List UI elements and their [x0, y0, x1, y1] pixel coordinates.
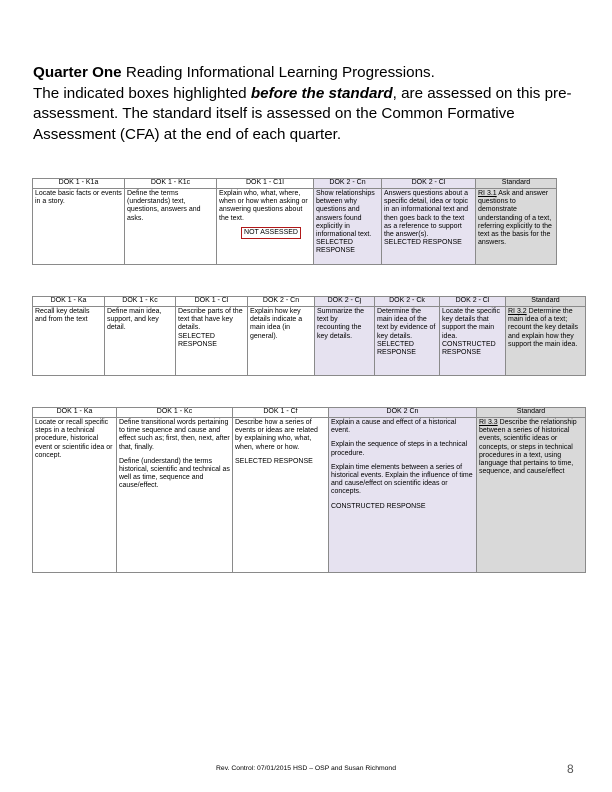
- progression-table-3: [32, 407, 586, 573]
- table-header-row: [33, 408, 586, 418]
- column-header: DOK 2 - Ck: [375, 297, 440, 307]
- intro-title: Quarter One Reading Informational Learning Progressions.: [33, 64, 435, 81]
- table-header-row: [33, 297, 586, 307]
- column-header: DOK 1 - C1I: [217, 179, 314, 189]
- progression-table-2: [32, 296, 586, 376]
- page-number: 8: [567, 762, 574, 776]
- column-header: DOK 2 - Cl: [440, 297, 506, 307]
- response-type: SELECTED RESPONSE: [316, 239, 355, 255]
- column-header: Standard: [477, 408, 586, 418]
- standard-code: RI 3.2: [508, 308, 527, 315]
- table-cell: Explain who, what, where, when or how when asking or answering questions about the text. NOT ASSESSED: [217, 189, 314, 265]
- table-cell: Answers questions about a specific detail, idea or topic in an informational text and then goes back to the text as a reference to support the answer(s). SELECTED RESPONSE: [382, 189, 476, 265]
- column-header: DOK 2 - Cj: [315, 297, 375, 307]
- response-type: SELECTED RESPONSE: [235, 457, 313, 465]
- table-cell: Define the terms (understands) text, questions, answers and asks.: [125, 189, 217, 265]
- table-cell: Define transitional words pertaining to time sequence and cause and effect such as; first, then, next, after that, finally. Define (understand) the terms historical, scientific and technical as well as time, sequence and cause/effect.: [117, 418, 233, 573]
- column-header: DOK 2 - Cl: [382, 179, 476, 189]
- column-header: DOK 1 - Kc: [105, 297, 176, 307]
- column-header: DOK 1 - Cf: [233, 408, 329, 418]
- standard-cell: RI 3.2 Determine the main idea of a text; recount the key details and explain how they support the main idea.: [506, 307, 586, 376]
- column-header: DOK 2 - Cn: [314, 179, 382, 189]
- table-cell: Summarize the text by recounting the key details.: [315, 307, 375, 376]
- table-row: [33, 307, 586, 376]
- table-cell: Describe parts of the text that have key details. SELECTED RESPONSE: [176, 307, 248, 376]
- table-cell: Define main idea, support, and key detail.: [105, 307, 176, 376]
- table-cell: Explain a cause and effect of a historical event. Explain the sequence of steps in a technical procedure. Explain time elements between a series of historical events. Explain the influence of time and cause/effect on scientific ideas or concepts. CONSTRUCTED RESPONSE: [329, 418, 477, 573]
- table-cell: Determine the main idea of the text by evidence of key details. SELECTED RESPONSE: [375, 307, 440, 376]
- table-cell: Explain how key details indicate a main idea (in general).: [248, 307, 315, 376]
- column-header: Standard: [476, 179, 557, 189]
- column-header: Standard: [506, 297, 586, 307]
- response-type: SELECTED RESPONSE: [384, 239, 462, 247]
- table-cell: Locate basic facts or events in a story.: [33, 189, 125, 265]
- response-type: SELECTED RESPONSE: [178, 332, 217, 348]
- column-header: DOK 1 - Kc: [117, 408, 233, 418]
- footer-revision: Rev. Control: 07/01/2015 HSD – OSP and Susan Richmond: [216, 765, 396, 772]
- table-cell: Locate the specific key details that support the main idea. CONSTRUCTED RESPONSE: [440, 307, 506, 376]
- table-row: [33, 189, 557, 265]
- intro: [33, 63, 583, 145]
- response-type: CONSTRUCTED RESPONSE: [442, 340, 496, 357]
- column-header: DOK 2 - Cn: [248, 297, 315, 307]
- table-header-row: [33, 179, 557, 189]
- response-type: CONSTRUCTED RESPONSE: [331, 502, 426, 510]
- response-type: SELECTED RESPONSE: [377, 340, 416, 357]
- table-cell: Locate or recall specific steps in a technical procedure, historical event or scientific idea or concept.: [33, 418, 117, 573]
- column-header: DOK 1 - K1c: [125, 179, 217, 189]
- intro-body: The indicated boxes highlighted before the standard, are assessed on this pre-assessment. The standard itself is assessed on the Common Formative Assessment (CFA) at the end of each quarter.: [33, 84, 572, 143]
- table-row: [33, 418, 586, 573]
- progression-table-1: [32, 178, 557, 265]
- table-cell: Recall key details and from the text: [33, 307, 105, 376]
- column-header: DOK 1 - Ka: [33, 297, 105, 307]
- standard-cell: RI 3.3 Describe the relationship between a series of historical events, scientific ideas or concepts, or steps in technical procedures in a text, using language that pertains to time, sequence, and cause/effect: [477, 418, 586, 573]
- table-cell: Describe how a series of events or ideas are related by explaining who, what, when, where or how. SELECTED RESPONSE: [233, 418, 329, 573]
- standard-code: RI 3.1: [478, 190, 497, 197]
- table-cell: Show relationships between why questions and answers found explicitly in informational text. SELECTED RESPONSE: [314, 189, 382, 265]
- column-header: DOK 2 Cn: [329, 408, 477, 418]
- standard-code: RI 3.3: [479, 419, 498, 426]
- column-header: DOK 1 - Ka: [33, 408, 117, 418]
- column-header: DOK 1 - K1a: [33, 179, 125, 189]
- column-header: DOK 1 - Cl: [176, 297, 248, 307]
- standard-cell: RI 3.1 Ask and answer questions to demonstrate understanding of a text, referring explicitly to the text as the basis for the answers.: [476, 189, 557, 265]
- not-assessed-badge: NOT ASSESSED: [241, 227, 301, 239]
